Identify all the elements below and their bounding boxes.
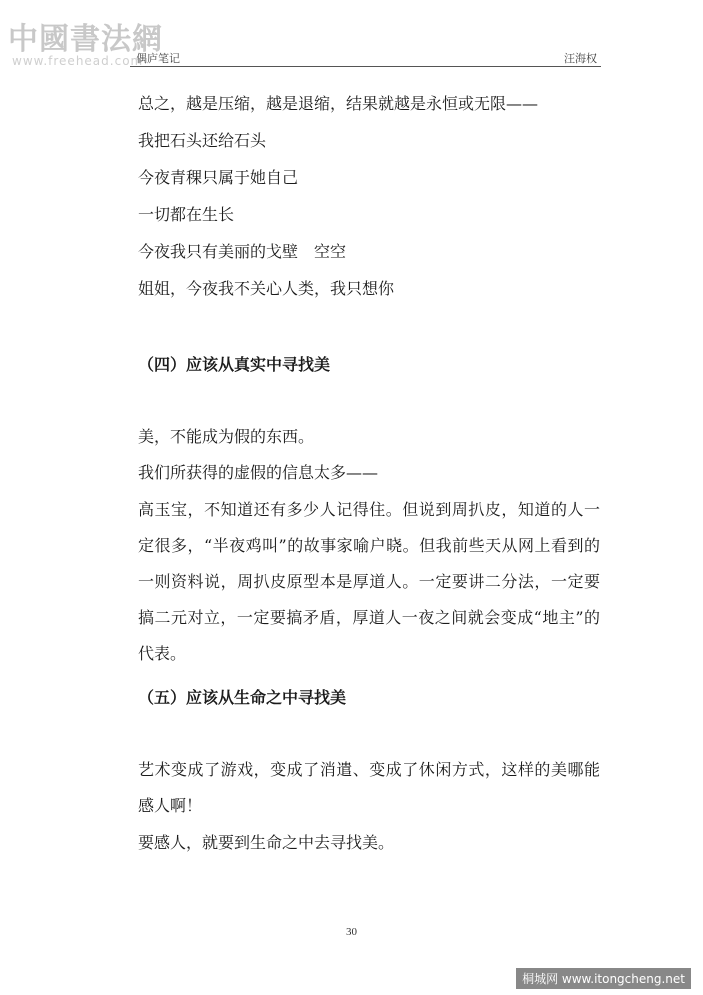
header-rule <box>130 66 601 67</box>
paragraph: 高玉宝，不知道还有多少人记得住。但说到周扒皮，知道的人一定很多，“半夜鸡叫”的故事家喻户晓。但我前些天从网上看到的一则资料说，周扒皮原型本是厚道人。一定要讲二分法，一定要搞二元对立，一定要搞矛盾，厚道人一夜之间就会变成“地主”的代表。 <box>138 500 600 663</box>
poem-line: 我把石头还给石头 <box>138 131 267 150</box>
watermark-url: www.freehead.com <box>12 54 144 68</box>
watermark-logo: 中國書法網 <box>8 22 163 57</box>
paragraph: 艺术变成了游戏，变成了消遣、变成了休闲方式，这样的美哪能感人啊！ <box>138 760 600 815</box>
poem-line: 今夜青稞只属于她自己 <box>138 168 299 187</box>
section-heading-5: （五）应该从生命之中寻找美 <box>138 688 347 707</box>
poem-line: 姐姐，今夜我不关心人类，我只想你 <box>138 279 395 298</box>
poem-line: 一切都在生长 <box>138 205 235 224</box>
paragraph: 美，不能成为假的东西。 <box>138 427 315 446</box>
poem-line: 今夜我只有美丽的戈壁 空空 <box>138 242 347 261</box>
running-header-title: 偶庐笔记 <box>136 52 180 65</box>
watermark-bottom: 桐城网 www.itongcheng.net <box>516 968 691 989</box>
paragraph: 我们所获得的虚假的信息太多—— <box>138 463 379 482</box>
running-header-author: 汪海权 <box>564 52 597 65</box>
section-heading-4: （四）应该从真实中寻找美 <box>138 355 331 374</box>
intro-line: 总之，越是压缩，越是退缩，结果就越是永恒或无限—— <box>138 94 539 113</box>
paragraph: 要感人，就要到生命之中去寻找美。 <box>138 833 395 852</box>
page-number: 30 <box>346 926 357 938</box>
